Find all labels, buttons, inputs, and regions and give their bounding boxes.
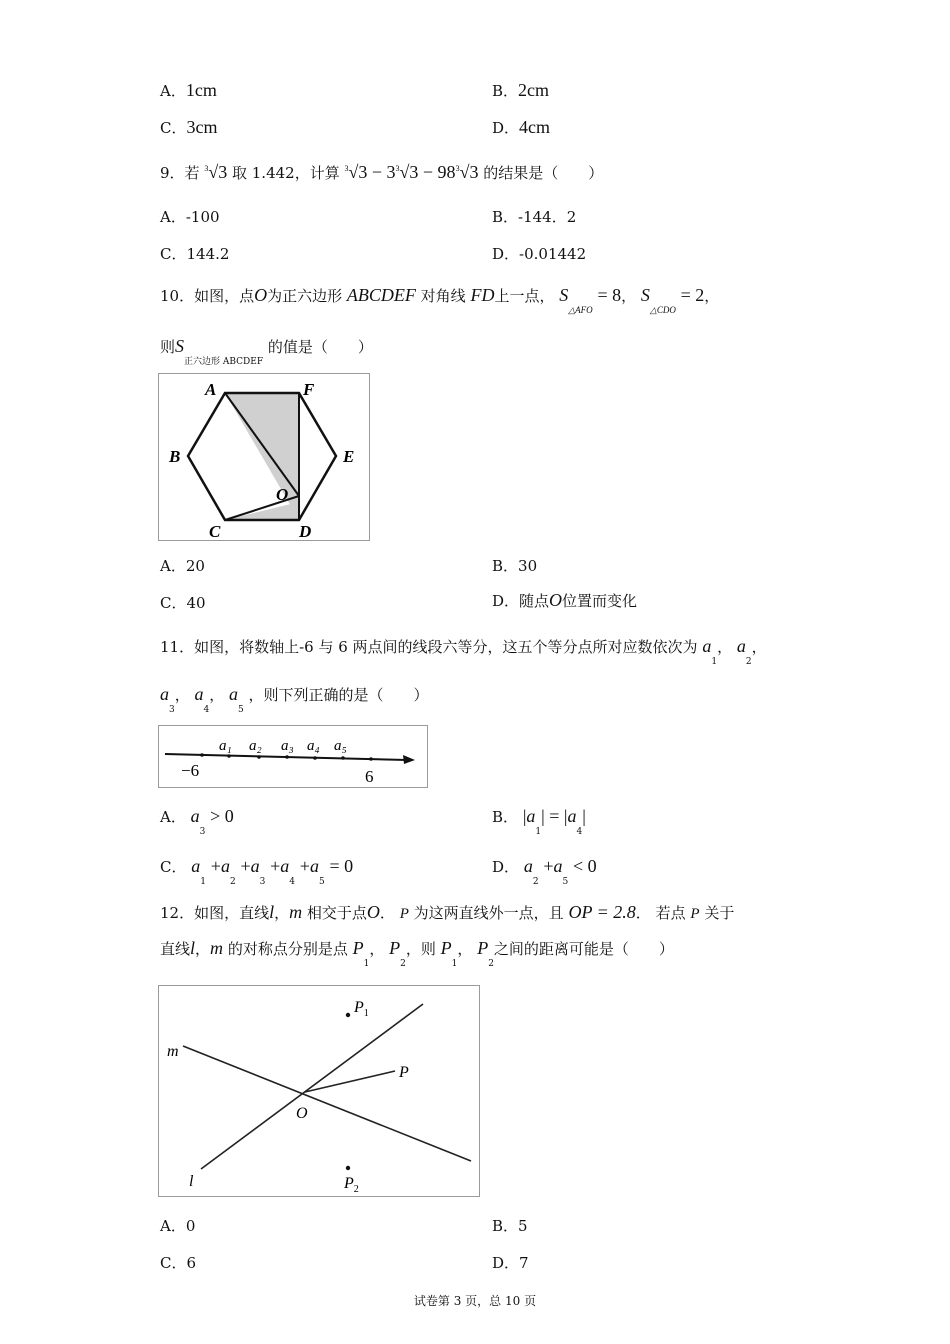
option-label: B．	[492, 208, 519, 226]
sub-4: 4	[203, 705, 210, 715]
option-relation: = 0	[329, 856, 354, 876]
var-a2: a	[220, 856, 230, 876]
point-p1: P	[440, 938, 452, 958]
sub-3: 3	[259, 877, 266, 887]
option-text: -100	[185, 208, 220, 226]
q9-option-b	[492, 206, 576, 227]
sub-2: 2	[488, 959, 494, 969]
line-m: m	[289, 902, 303, 922]
option-text: 5	[518, 1217, 528, 1235]
q12-text-5: 关于	[704, 904, 735, 922]
option-label: B．	[492, 808, 519, 826]
option-text: 7	[519, 1254, 529, 1272]
var-a1: a	[191, 856, 201, 876]
cube-root-expression: $^3$√3	[204, 162, 228, 182]
option-text: 144.2	[186, 245, 230, 263]
area-s1-value: = 8	[597, 285, 622, 305]
q12-text-8: ，则	[405, 940, 436, 958]
line-l-graphic	[201, 1004, 423, 1169]
q10-text-3: 对角线	[420, 287, 466, 305]
point-o: O	[549, 590, 563, 610]
plus: +	[270, 856, 281, 876]
option-text: 4cm	[519, 117, 551, 137]
option-text: 30	[518, 557, 538, 575]
q11-text-1: 11．如图，将数轴上-6 与 6 两点间的线段六等分，这五个等分点所对应数依次为	[160, 638, 698, 656]
sub-4: 4	[576, 827, 583, 837]
option-text: 40	[186, 594, 206, 612]
q9-number: 9．若	[160, 164, 200, 182]
area-s1: S	[559, 285, 569, 305]
q10-text-4: 上一点，	[494, 287, 555, 305]
plus: +	[543, 856, 554, 876]
option-label: A．	[160, 808, 186, 826]
option-label: C．	[160, 594, 187, 612]
label-p1: $P_1$	[354, 999, 369, 1019]
option-label: D．	[492, 1254, 520, 1272]
q12-option-a	[160, 1215, 195, 1236]
axis-arrow-icon	[403, 755, 415, 764]
label-a5: a₅	[334, 738, 347, 754]
tick-minus-6	[200, 753, 204, 757]
tick-a5	[341, 756, 345, 760]
option-text: 1cm	[185, 80, 217, 100]
q11-stem-line1: 11．如图，将数轴上-6 与 6 两点间的线段六等分，这五个等分点所对应数依次为 $a_1$， $a_2$，	[160, 636, 767, 667]
q12-text-2: 相交于点	[306, 904, 367, 922]
option-label: A．	[160, 1217, 186, 1235]
option-label: A．	[160, 82, 186, 100]
q10-text-1: 10．如图，点	[160, 287, 255, 305]
area-s2-value: = 2	[680, 285, 705, 305]
q8-option-d	[492, 117, 550, 138]
label-p2: $P_2$	[344, 1175, 359, 1195]
option-label: B．	[492, 1217, 519, 1235]
point-p1: P	[352, 938, 364, 958]
sub-5: 5	[562, 877, 569, 887]
q9-option-d	[492, 243, 586, 264]
q12-text-9: 之间的距离可能是（ ）	[493, 940, 674, 958]
q11-stem-line2: $a_3$， $a_4$， $a_5$ ，则下列正确的是（ ）	[160, 684, 429, 715]
option-relation: < 0	[573, 856, 597, 876]
label-6: 6	[365, 767, 374, 786]
point-o: O	[366, 902, 380, 922]
q10-text-6: 的值是（ ）	[267, 338, 373, 356]
label-b: B	[169, 447, 181, 466]
q12-option-d	[492, 1252, 529, 1273]
option-text: 3cm	[186, 117, 218, 137]
q9-text-1: 取 1.442，计算	[232, 164, 340, 182]
sub-3: 3	[169, 705, 175, 715]
option-label: D．	[492, 858, 520, 876]
op-length: OP = 2.8	[568, 902, 636, 922]
label-a3: a₃	[281, 738, 294, 754]
area-s2: S	[640, 285, 650, 305]
q10-option-b	[492, 555, 537, 576]
number-line-diagram	[159, 726, 427, 787]
q12-stem-line2: 直线l，m 的对称点分别是点 $P_1$， $P_2$，则 $P_1$， $P_2$之间的距离可能是（ ）	[160, 938, 674, 969]
q12-text-1: 12．如图，直线	[160, 904, 270, 922]
var-a2: a	[736, 636, 746, 656]
area-s2-subscript: △CDO	[649, 305, 676, 315]
line-l: l	[269, 902, 275, 922]
point-p2: P	[477, 938, 489, 958]
page-footer: 试卷第 3 页，总 10 页	[413, 1294, 537, 1308]
sub-1: 1	[451, 959, 458, 969]
label-p2-letter: P	[344, 1175, 354, 1192]
tick-a4	[313, 756, 317, 760]
label-o: O	[276, 485, 289, 504]
option-text: 6	[186, 1254, 197, 1272]
label-p: P	[399, 1064, 409, 1081]
option-label: C．	[160, 245, 187, 263]
area-total: S	[175, 336, 185, 356]
var-a3: a	[190, 806, 200, 826]
option-label: B．	[492, 82, 519, 100]
label-a1: a₁	[219, 738, 232, 754]
sub-1: 1	[363, 959, 370, 969]
option-relation: > 0	[210, 806, 234, 826]
var-a5: a	[309, 856, 319, 876]
option-label: C．	[160, 858, 187, 876]
hexagon-diagram	[159, 374, 369, 540]
point-p: P	[399, 906, 409, 922]
option-label: C．	[160, 1254, 187, 1272]
abs-a1: |a	[522, 806, 536, 826]
q9-option-a	[160, 206, 220, 227]
option-text: 0	[185, 1217, 196, 1235]
q10-option-d	[492, 590, 637, 611]
q11-text-2: ，则下列正确的是（ ）	[248, 686, 429, 704]
option-label: C．	[160, 119, 187, 137]
tick-a1	[227, 754, 231, 758]
sub-1: 1	[535, 827, 542, 837]
point-p2: P	[389, 938, 401, 958]
q11-option-d	[492, 856, 597, 887]
q10-text-5: 则	[160, 338, 176, 356]
sub-2: 2	[400, 959, 406, 969]
tick-a2	[257, 755, 261, 759]
q12-option-b	[492, 1215, 528, 1236]
q12-text-3: 为这两直线外一点，且	[413, 904, 564, 922]
abs-equals: | = |a	[541, 806, 577, 826]
sub-5: 5	[238, 705, 244, 715]
option-text: -144．2	[518, 208, 577, 226]
area-total-subscript: 正六边形 ABCDEF	[184, 357, 264, 367]
plus: +	[210, 856, 221, 876]
var-a4: a	[280, 856, 290, 876]
var-a5: a	[553, 856, 563, 876]
option-label: D．	[492, 592, 520, 610]
option-text: 20	[185, 557, 205, 575]
label-a4: a₄	[307, 738, 320, 754]
tick-a3	[285, 755, 289, 759]
option-text-2: 位置而变化	[562, 592, 638, 610]
plus: +	[299, 856, 310, 876]
sub-5: 5	[318, 877, 325, 887]
sub-4: 4	[289, 877, 296, 887]
sub-1: 1	[200, 877, 206, 887]
label-p1-letter: P	[354, 999, 364, 1016]
point-p1-dot	[346, 1013, 350, 1017]
sub-2: 2	[229, 877, 236, 887]
point-o: O	[254, 285, 268, 305]
q8-option-b	[492, 80, 549, 101]
label-d: D	[299, 522, 312, 540]
label-l: l	[189, 1173, 194, 1190]
option-label: D．	[492, 245, 520, 263]
line-m: m	[210, 938, 224, 958]
option-label: D．	[492, 119, 520, 137]
q12-text-7: 的对称点分别是点	[227, 940, 348, 958]
point-p2-dot	[346, 1166, 350, 1170]
hexagon-name: ABCDEF	[346, 285, 416, 305]
option-label: B．	[492, 557, 519, 575]
q12-stem-line1: 12．如图，直线l，m 相交于点O． P 为这两直线外一点，且 OP = 2.8． 若点 P 关于	[160, 902, 735, 922]
area-s1-subscript: △AFO	[568, 305, 593, 315]
option-label: A．	[160, 557, 186, 575]
label-e: E	[343, 447, 355, 466]
q11-option-b	[492, 806, 586, 837]
q10-text-2: 为正六边形	[267, 287, 343, 305]
q12-text-6: 直线	[160, 940, 191, 958]
option-text: -0.01442	[519, 245, 587, 263]
var-a1: a	[702, 636, 712, 656]
q9-option-c	[160, 243, 229, 264]
q10-stem-line2	[160, 336, 373, 367]
q8-option-c	[160, 117, 217, 138]
number-line-figure	[158, 725, 428, 788]
var-a4: a	[194, 684, 204, 704]
q9-text-2: 的结果是（ ）	[483, 164, 604, 182]
lines-figure	[158, 985, 480, 1197]
diagonal-name: FD	[470, 285, 495, 305]
sub-2: 2	[745, 657, 752, 667]
label-a2: a₂	[249, 738, 262, 754]
sub-3: 3	[199, 827, 206, 837]
sub-1: 1	[711, 657, 718, 667]
line-l: l	[190, 938, 196, 958]
abs-close: |	[582, 806, 586, 826]
q10-option-c	[160, 592, 206, 613]
q8-option-a	[160, 80, 217, 101]
hexagon-figure	[158, 373, 370, 541]
tick-6	[369, 757, 373, 761]
line-m-graphic	[183, 1046, 471, 1161]
point-p: P	[690, 906, 700, 922]
q9-stem	[160, 162, 603, 183]
label-c: C	[209, 522, 221, 540]
option-label: A．	[160, 208, 186, 226]
label-minus-6: −6	[181, 761, 200, 780]
q11-option-a	[160, 806, 234, 837]
q12-text-4: 若点	[655, 904, 686, 922]
plus: +	[240, 856, 251, 876]
var-a3: a	[250, 856, 260, 876]
var-a5: a	[229, 684, 239, 704]
label-a: A	[205, 380, 217, 399]
q11-option-c	[160, 856, 354, 887]
label-f: F	[303, 380, 315, 399]
sub-2: 2	[532, 877, 539, 887]
var-a3: a	[160, 684, 169, 704]
label-m: m	[167, 1043, 179, 1060]
q10-option-a	[160, 555, 205, 576]
option-text: 2cm	[518, 80, 550, 100]
q10-stem-line1: 10．如图，点O为正六边形 ABCDEF 对角线 FD上一点， $S_{\triangle AFO} = 8$， $S_{\triangle CDO} = 2$，	[160, 285, 720, 315]
calc-expression: $^3√3 - 3^3√3 - 98^3√3$	[344, 162, 479, 182]
var-a2: a	[523, 856, 533, 876]
label-o: O	[296, 1105, 308, 1122]
option-text-1: 随点	[519, 592, 550, 610]
lines-diagram	[159, 986, 479, 1196]
q12-option-c	[160, 1252, 196, 1273]
